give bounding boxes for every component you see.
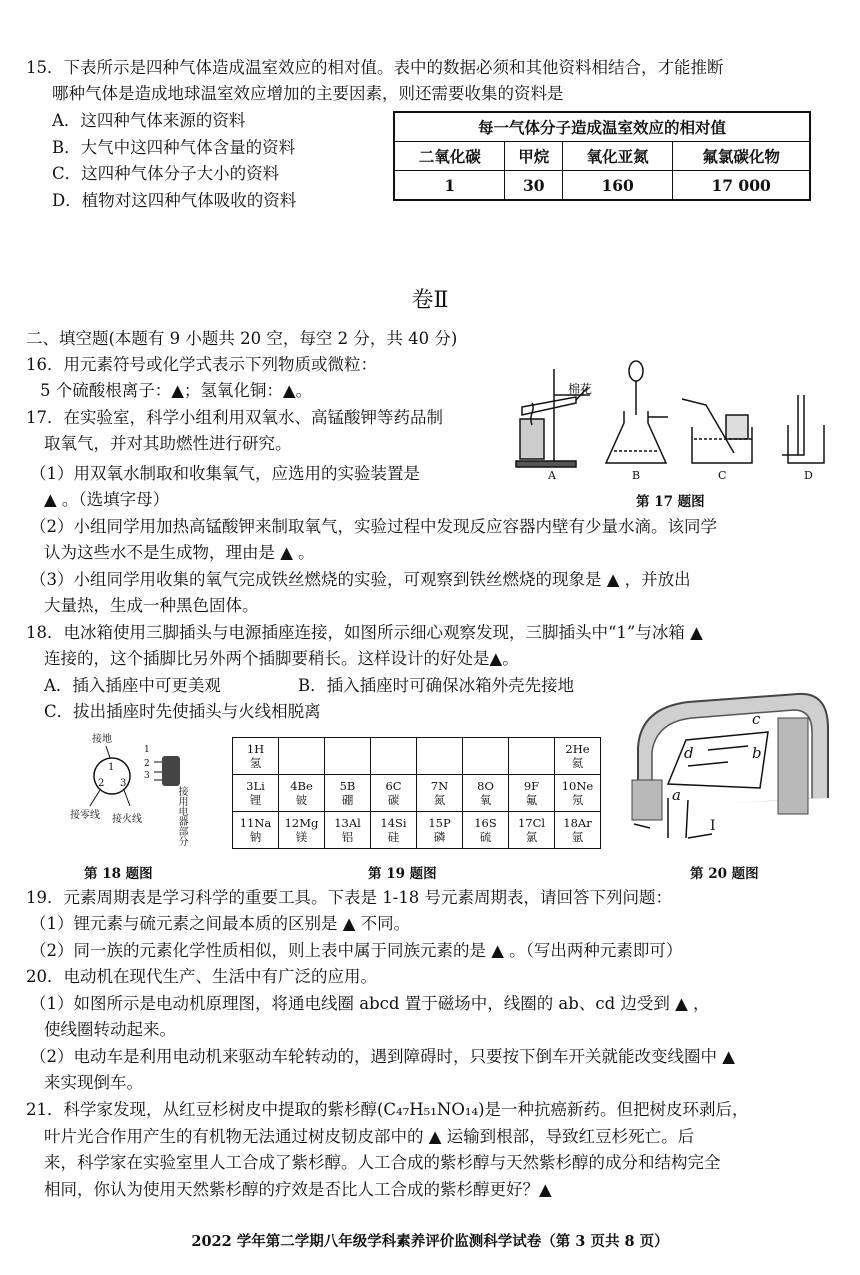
q21-line1: 21．科学家发现，从红豆杉树皮中提取的紫杉醇(C₄₇H₅₁NO₁₄)是一种抗癌新药。但把树皮环剥后， bbox=[26, 1100, 749, 1119]
plug-pin-label: 1 bbox=[144, 745, 150, 755]
q19-part2: （2）同一族的元素化学性质相似，则上表中属于同族元素的是 ▲ 。（写出两种元素即可） bbox=[30, 941, 683, 960]
element-name: 铍 bbox=[295, 793, 308, 807]
element-name: 氧 bbox=[479, 793, 492, 807]
element-symbol: 10Ne bbox=[561, 779, 594, 793]
q20-part1b: 使线圈转动起来。 bbox=[44, 1020, 176, 1039]
label-ground: 接地 bbox=[92, 734, 112, 745]
element-cell bbox=[463, 775, 509, 812]
q17-part1b: ▲ 。（选填字母） bbox=[44, 490, 170, 509]
element-cell bbox=[417, 775, 463, 812]
q17-part2a: （2）小组同学用加热高锰酸钾来制取氧气，实验过程中发现反应容器内壁有少量水滴。该同学 bbox=[30, 517, 717, 536]
element-symbol: 8O bbox=[477, 779, 494, 793]
table-cell: 17 000 bbox=[673, 171, 810, 201]
q21-line2: 叶片光合作用产生的有机物无法通过树皮韧皮部中的 ▲ 运输到根部，导致红豆杉死亡。后 bbox=[44, 1127, 695, 1146]
element-name: 镁 bbox=[295, 830, 308, 844]
table-cell: 30 bbox=[505, 171, 563, 201]
element-name: 碳 bbox=[387, 793, 400, 807]
element-cell bbox=[371, 775, 417, 812]
q15-line1: 15．下表所示是四种气体造成温室效应的相对值。表中的数据必须和其他资料相结合，才能推断 bbox=[26, 58, 724, 77]
table-cell: 1 bbox=[394, 171, 505, 201]
pin-label: 2 bbox=[98, 778, 105, 789]
element-symbol: 18Ar bbox=[563, 816, 592, 830]
element-symbol: 6C bbox=[385, 779, 402, 793]
empty-cell bbox=[463, 738, 509, 775]
element-cell bbox=[509, 775, 555, 812]
element-cell bbox=[279, 775, 325, 812]
element-name: 氟 bbox=[525, 793, 538, 807]
element-symbol: 7N bbox=[430, 779, 449, 793]
element-cell bbox=[233, 775, 279, 812]
element-name: 氯 bbox=[525, 830, 538, 844]
label-appliance: 接用电器部分 bbox=[176, 786, 187, 846]
element-cell bbox=[279, 812, 325, 849]
greenhouse-table-caption: 每一气体分子造成温室效应的相对值 bbox=[394, 112, 810, 142]
q18-option-b: B．插入插座时可确保冰箱外壳先接地 bbox=[298, 676, 575, 695]
q17-part3b: 大量热，生成一种黑色固体。 bbox=[44, 596, 259, 615]
empty-cell bbox=[509, 738, 555, 775]
figure-label: A bbox=[548, 469, 556, 482]
q20-part2a: （2）电动车是利用电动机来驱动车轮转动的，遇到障碍时，只要按下倒车开关就能改变线圈中 ▲ bbox=[30, 1047, 735, 1066]
table-cell: 160 bbox=[563, 171, 673, 201]
q17-apparatus-figure bbox=[506, 355, 830, 485]
q15-option-a: A．这四种气体来源的资料 bbox=[52, 111, 246, 130]
empty-cell bbox=[325, 738, 371, 775]
element-name: 铝 bbox=[341, 830, 354, 844]
figure-label: D bbox=[804, 469, 813, 482]
q16-line2: 5 个硫酸根离子：▲；氢氧化铜：▲。 bbox=[40, 381, 313, 400]
element-name: 氖 bbox=[571, 793, 584, 807]
periodic-table bbox=[232, 737, 601, 849]
periodic-table-row bbox=[233, 738, 601, 775]
element-name: 硅 bbox=[387, 830, 400, 844]
q20-part1a: （1）如图所示是电动机原理图，将通电线圈 abcd 置于磁场中，线圈的 ab、cd 边受到 ▲ ， bbox=[30, 994, 710, 1013]
q18-caption: 第 18 题图 bbox=[84, 866, 153, 882]
q20-caption: 第 20 题图 bbox=[690, 866, 759, 882]
element-name: 氦 bbox=[571, 756, 584, 770]
element-cell bbox=[509, 812, 555, 849]
element-symbol: 15P bbox=[428, 816, 451, 830]
q18-option-a: A．插入插座中可更美观 bbox=[44, 676, 221, 695]
element-name: 钠 bbox=[249, 830, 262, 844]
plug-pin-label: 2 bbox=[144, 759, 150, 769]
label-neutral: 接零线 bbox=[70, 810, 100, 821]
apparatus-b bbox=[606, 361, 668, 463]
element-symbol: 5B bbox=[339, 779, 356, 793]
q15-line2: 哪种气体是造成地球温室效应增加的主要因素，则还需要收集的资料是 bbox=[52, 84, 564, 103]
empty-cell bbox=[371, 738, 417, 775]
q20-line1: 20．电动机在现代生产、生活中有广泛的应用。 bbox=[26, 967, 377, 986]
figure-label: B bbox=[632, 469, 641, 482]
q16-line1: 16．用元素符号或化学式表示下列物质或微粒： bbox=[26, 355, 377, 374]
label-live: 接火线 bbox=[112, 814, 142, 825]
element-symbol: 11Na bbox=[239, 816, 272, 830]
q17-line1: 17．在实验室，科学小组利用双氧水、高锰酸钾等药品制 bbox=[26, 408, 443, 427]
plug-pin-label: 3 bbox=[144, 771, 150, 781]
section-title: 卷Ⅱ bbox=[411, 288, 449, 313]
element-cell bbox=[417, 812, 463, 849]
q17-caption: 第 17 题图 bbox=[636, 494, 705, 510]
element-symbol: 2He bbox=[565, 742, 590, 756]
q18-line2: 连接的，这个插脚比另外两个插脚要稍长。这样设计的好处是▲。 bbox=[44, 649, 519, 668]
q18-option-c: C．拔出插座时先使插头与火线相脱离 bbox=[44, 702, 321, 721]
element-cell bbox=[325, 812, 371, 849]
cotton-label: 棉花 bbox=[568, 382, 593, 396]
element-symbol: 9F bbox=[523, 779, 540, 793]
element-symbol: 13Al bbox=[334, 816, 361, 830]
apparatus-d bbox=[782, 395, 824, 463]
element-cell bbox=[233, 812, 279, 849]
element-cell bbox=[463, 812, 509, 849]
empty-cell bbox=[417, 738, 463, 775]
label-c: c bbox=[752, 710, 761, 728]
q17-line2: 取氧气，并对其助燃性进行研究。 bbox=[44, 434, 292, 453]
element-cell bbox=[371, 812, 417, 849]
section-header: 二、填空题(本题有 9 小题共 20 空，每空 2 分，共 40 分) bbox=[26, 329, 458, 348]
q19-line1: 19．元素周期表是学习科学的重要工具。下表是 1-18 号元素周期表，请回答下列问题： bbox=[26, 888, 673, 907]
element-symbol: 1H bbox=[246, 742, 265, 756]
q20-motor-figure bbox=[628, 688, 838, 858]
empty-cell bbox=[279, 738, 325, 775]
apparatus-c bbox=[682, 399, 752, 463]
table-header: 氟氯碳化物 bbox=[673, 142, 810, 171]
periodic-table-row bbox=[233, 812, 601, 849]
element-name: 硫 bbox=[479, 830, 492, 844]
q17-part3a: （3）小组同学用收集的氧气完成铁丝燃烧的实验，可观察到铁丝燃烧的现象是 ▲ ，并放出 bbox=[30, 570, 691, 589]
q19-caption: 第 19 题图 bbox=[368, 866, 437, 882]
element-cell bbox=[325, 775, 371, 812]
q19-part1: （1）锂元素与硫元素之间最本质的区别是 ▲ 不同。 bbox=[30, 914, 411, 933]
table-header: 二氧化碳 bbox=[394, 142, 505, 171]
element-symbol: 12Mg bbox=[284, 816, 319, 830]
q15-option-c: C．这四种气体分子大小的资料 bbox=[52, 164, 280, 183]
pin-label: 1 bbox=[108, 762, 115, 773]
table-header: 氧化亚氮 bbox=[563, 142, 673, 171]
table-header: 甲烷 bbox=[505, 142, 563, 171]
greenhouse-table bbox=[393, 111, 811, 201]
q18-plug-figure bbox=[60, 730, 220, 860]
element-symbol: 16S bbox=[474, 816, 497, 830]
element-symbol: 4Be bbox=[290, 779, 313, 793]
q21-line4: 相同，你认为使用天然紫杉醇的疗效是否比人工合成的紫杉醇更好？▲ bbox=[44, 1180, 552, 1199]
element-name: 氮 bbox=[433, 793, 446, 807]
figure-label: C bbox=[718, 469, 727, 482]
page-footer: 2022 学年第二学期八年级学科素养评价监测科学试卷（第 3 页共 8 页） bbox=[191, 1233, 669, 1250]
element-symbol: 17Cl bbox=[517, 816, 546, 830]
element-cell bbox=[555, 738, 601, 775]
element-symbol: 14Si bbox=[380, 816, 407, 830]
q17-part1a: （1）用双氧水制取和收集氧气，应选用的实验装置是 bbox=[30, 464, 420, 483]
element-name: 氩 bbox=[571, 830, 584, 844]
element-name: 硼 bbox=[341, 793, 354, 807]
q18-line1: 18．电冰箱使用三脚插头与电源插座连接，如图所示细心观察发现，三脚插头中“1”与冰箱 ▲ bbox=[26, 623, 703, 642]
element-cell bbox=[555, 812, 601, 849]
q21-line3: 来，科学家在实验室里人工合成了紫杉醇。人工合成的紫杉醇与天然紫杉醇的成分和结构完全 bbox=[44, 1153, 721, 1172]
periodic-table-row bbox=[233, 775, 601, 812]
element-name: 氢 bbox=[249, 756, 262, 770]
label-current: I bbox=[710, 818, 716, 834]
q15-option-d: D．植物对这四种气体吸收的资料 bbox=[52, 191, 297, 210]
q20-part2b: 来实现倒车。 bbox=[44, 1073, 143, 1092]
element-symbol: 3Li bbox=[246, 779, 265, 793]
element-cell bbox=[233, 738, 279, 775]
label-a: a bbox=[672, 786, 681, 804]
q15-option-b: B．大气中这四种气体含量的资料 bbox=[52, 138, 296, 157]
label-b: b bbox=[752, 744, 762, 762]
element-name: 磷 bbox=[433, 830, 446, 844]
pin-label: 3 bbox=[120, 778, 127, 789]
element-name: 锂 bbox=[249, 793, 262, 807]
q17-part2b: 认为这些水不是生成物，理由是 ▲ 。 bbox=[44, 543, 315, 562]
element-cell bbox=[555, 775, 601, 812]
label-d: d bbox=[684, 744, 694, 762]
